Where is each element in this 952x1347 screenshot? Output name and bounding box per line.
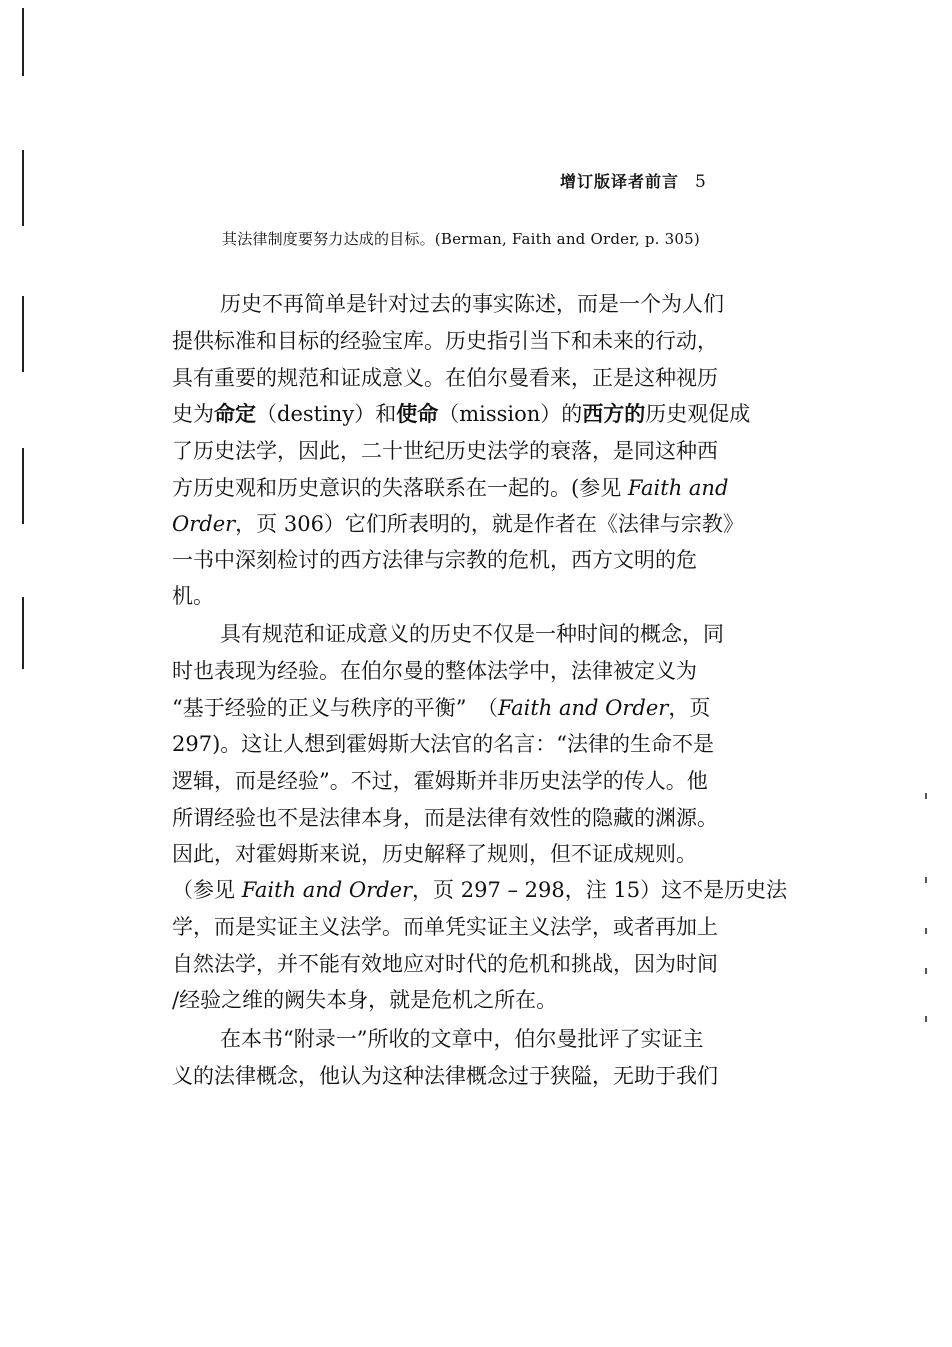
page-number: 5 <box>695 172 707 192</box>
text-line: 一书中深刻检讨的西方法律与宗教的危机，西方文明的危 <box>172 548 697 572</box>
scan-dot <box>925 1016 927 1022</box>
text-line <box>172 475 728 501</box>
text-line: 时也表现为经验。在伯尔曼的整体法学中，法律被定义为 <box>172 659 697 683</box>
text-line: 具有规范和证成意义的历史不仅是一种时间的概念，同 <box>220 622 724 646</box>
text-run: （参见 <box>172 878 242 902</box>
scan-dot <box>925 928 927 934</box>
bold-term: 命定 <box>214 401 256 426</box>
text-run: 历史观促成 <box>645 402 751 426</box>
bold-term: 西方的 <box>582 401 646 426</box>
italic-title: Order <box>172 512 236 536</box>
scan-mark <box>22 597 24 669</box>
scan-dot <box>925 877 927 883</box>
running-head-title: 增订版译者前言 <box>560 172 680 191</box>
text-line: 297)。这让人想到霍姆斯大法官的名言：“法律的生命不是 <box>172 732 715 756</box>
text-line: 历史不再简单是针对过去的事实陈述，而是一个为人们 <box>220 292 724 316</box>
text-line: 了历史法学，因此，二十世纪历史法学的衰落，是同这种西 <box>172 439 718 463</box>
text-line: 义的法律概念，他认为这种法律概念过于狭隘，无助于我们 <box>172 1064 718 1088</box>
scan-mark <box>22 150 24 226</box>
text-line: 学，而是实证主义法学。而单凭实证主义法学，或者再加上 <box>172 915 718 939</box>
italic-title: Faith and <box>627 476 729 500</box>
text-line <box>172 401 750 427</box>
italic-title: Faith and Order <box>241 878 413 902</box>
text-run: 方历史观和历史意识的失落联系在一起的。(参见 <box>172 476 628 500</box>
text-line: 具有重要的规范和证成意义。在伯尔曼看来，正是这种视历 <box>172 366 718 390</box>
text-line <box>172 695 710 721</box>
bold-term: 使命 <box>396 401 439 426</box>
text-run: （destiny）和 <box>256 402 397 426</box>
text-line: 机。 <box>172 584 214 608</box>
text-line <box>172 877 787 903</box>
scan-mark <box>22 296 24 372</box>
text-line: /经验之维的阙失本身，就是危机之所在。 <box>172 988 558 1012</box>
scan-dot <box>925 968 927 974</box>
continuation-line: 其法律制度要努力达成的目标。(Berman, Faith and Order, p. 305) <box>222 230 700 248</box>
running-head <box>560 169 760 192</box>
text-line: 因此，对霍姆斯来说，历史解释了规则，但不证成规则。 <box>172 842 697 866</box>
scan-mark <box>22 8 24 76</box>
text-line: 所谓经验也不是法律本身，而是法律有效性的隐藏的渊源。 <box>172 806 718 830</box>
text-run: “基于经验的正义与秩序的平衡” （ <box>172 696 498 720</box>
text-line: 自然法学，并不能有效地应对时代的危机和挑战，因为时间 <box>172 952 718 976</box>
text-run: ，页 297 – 298，注 15）这不是历史法 <box>412 878 788 902</box>
text-line: 逻辑，而是经验”。不过，霍姆斯并非历史法学的传人。他 <box>172 769 708 793</box>
text-run: ，页 <box>668 696 711 720</box>
scan-dot <box>925 793 927 799</box>
italic-title: Faith and Order <box>497 696 669 720</box>
text-run: 史为 <box>172 402 214 426</box>
text-line: 在本书“附录一”所收的文章中，伯尔曼批评了实证主 <box>220 1027 704 1051</box>
text-run: ，页 306）它们所表明的，就是作者在《法律与宗教》 <box>235 512 744 536</box>
text-line: 提供标准和目标的经验宝库。历史指引当下和未来的行动， <box>172 329 718 353</box>
scan-mark <box>22 448 24 524</box>
text-run: （mission）的 <box>438 402 583 426</box>
text-line <box>172 511 744 537</box>
